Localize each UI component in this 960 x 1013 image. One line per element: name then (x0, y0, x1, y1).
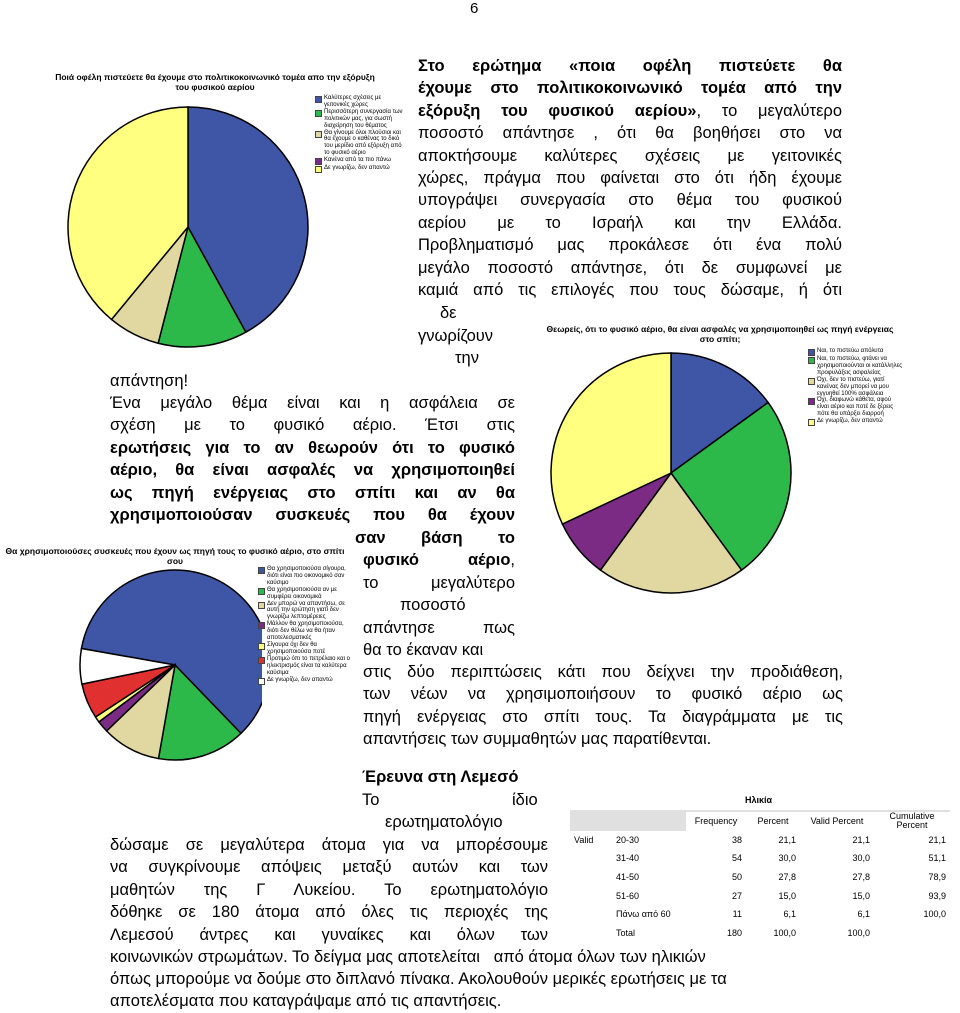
p1-line: Προβληματισμό μας προκάλεσε ότι ένα πολύ (418, 236, 842, 255)
table-cell (874, 924, 950, 943)
legend-swatch (808, 419, 815, 426)
chart2-title: Θεωρείς, ότι το φυσικό αέριο, θα είναι ασφαλές να χρησιμοποιηθεί ως πηγή ενέργειας στο σπίτι; (546, 324, 894, 344)
legend-item (258, 566, 350, 587)
table-cell: 27,8 (800, 868, 874, 887)
table-cell: 93,9 (874, 886, 950, 905)
p2-line: ερωτήσεις για το αν θεωρούν ότι το φυσικό (110, 438, 515, 457)
age-table-header (570, 812, 950, 831)
paragraph-safety (110, 392, 515, 526)
p3-line: δώσαμε σε μεγαλύτερα άτομα για να μπορέσουμε (110, 836, 548, 854)
legend-swatch (258, 622, 265, 629)
header-percent: Percent (746, 812, 800, 831)
table-cell: 100,0 (800, 924, 874, 943)
legend-swatch (258, 602, 265, 609)
legend-item (315, 165, 405, 173)
p1-line: , το μεγαλύτερο (696, 101, 842, 120)
header-valid-percent: Valid Percent (800, 812, 874, 831)
table-cell: Total (612, 924, 686, 943)
p2-line: των νέων να χρησιμοποιήσουν το φυσικό αέριο ως (363, 685, 843, 704)
p1-line: καμιά από τις επιλογές που τους δώσαμε, ή ότι (418, 281, 842, 300)
legend-item (315, 109, 405, 130)
table-cell: 51-60 (612, 886, 686, 905)
legend-item (808, 356, 903, 377)
legend-item (258, 642, 350, 656)
legend-label: Δε γνωρίζω, δεν απαντώ (324, 165, 390, 172)
table-row (570, 905, 950, 924)
table-cell: 27,8 (746, 868, 800, 887)
table-row (570, 924, 950, 943)
p1-line: αερίου με το Ισραήλ και την Ελλάδα. (418, 213, 842, 232)
table-cell: 20-30 (612, 831, 686, 850)
p2-line: φυσικό αέριο, (363, 551, 515, 569)
p1-line: απάντηση! (110, 372, 189, 390)
legend-label: Ναι, το πιστεύω απόλυτα (817, 348, 884, 354)
legend-swatch (315, 131, 322, 138)
p2-line: σχέση με το φυσικό αέριο. Έτσι στις (110, 416, 515, 435)
legend-label: Όχι, δεν το πιστεύω, γιατί κανένας δεν μπορεί να μου εγγυηθεί 100% ασφάλεια (817, 376, 889, 397)
table-cell: 38 (686, 831, 746, 850)
p2-line: χρησιμοποιούσαν συσκευές που θα έχουν (110, 506, 515, 525)
table-cell: 100,0 (874, 905, 950, 924)
paragraph-safety-end (363, 661, 843, 751)
p1-line: Στο ερώτημα «ποια οφέλη πιστεύετε θα (418, 57, 842, 75)
legend-item (315, 95, 405, 109)
header-cumulative-percent: Cumulative Percent (874, 812, 950, 831)
p2-line: το μεγαλύτερο (363, 574, 515, 592)
p2-line: πηγή ενέργειας στο σπίτι τους. Τα διαγράμματα με τις (363, 707, 843, 726)
legend-item (808, 348, 903, 356)
legend-item (808, 418, 903, 426)
table-cell (570, 924, 612, 943)
p2-line: ποσοστό (400, 596, 466, 614)
legend-swatch (315, 166, 322, 173)
p1-line: έχουμε στο πολιτικοκοινωνικό τομέα από την (418, 79, 842, 98)
table-cell: 27 (686, 886, 746, 905)
table-cell (570, 868, 612, 887)
legend-swatch (258, 678, 265, 685)
p3-line: ερωτηματολόγιο (385, 813, 503, 831)
p1-line: ποσοστό απάντησε , ότι θα βοηθήσει στο να (418, 124, 842, 143)
p2-line: αέριο, θα είναι ασφαλές να χρησιμοποιηθεί (110, 461, 515, 480)
legend-label: Ναι, το πιστεύω, φτάνει να χρησιμοποιούνται οι κατάλληλες προφυλάξεις ασφαλείας (817, 356, 903, 376)
legend-item (258, 656, 350, 677)
page-number: 6 (470, 0, 479, 17)
table-cell: 15,0 (800, 886, 874, 905)
p3-line: κοινωνικών στρωμάτων. Το δείγμα μας αποτελείται από άτομα όλων των ηλικιών (110, 948, 706, 966)
legend-swatch (258, 567, 265, 574)
paragraph-lemesos (110, 834, 548, 946)
legend-swatch (258, 588, 265, 595)
legend-swatch (315, 158, 322, 165)
legend-item (258, 587, 350, 601)
legend-label: Δε γνωρίζω, δεν απαντώ (817, 418, 883, 425)
legend-item (258, 601, 350, 622)
legend-label: Δε γνωρίζω, δεν απαντώ (267, 676, 333, 683)
chart3-legend (258, 566, 350, 685)
p2-line: Ένα μεγάλο θέμα είναι και η ασφάλεια σε (110, 394, 515, 412)
p2-line: απαντήσεις των συμμαθητών μας παρατίθενται. (363, 730, 712, 749)
paragraph-benefits (418, 55, 842, 301)
p3-line: Το (362, 791, 380, 809)
legend-label: Δεν μπορώ να απαντήσω, σε αυτή την ερώτηση γιατί δεν γνωρίζω λεπτομέρειες (267, 600, 345, 621)
table-cell: 6,1 (746, 905, 800, 924)
p3-line: να συγκρίνουμε απόψεις μεταξύ αυτών και των (110, 858, 548, 877)
p3-line: όπως μπορούμε να δούμε στο διπλανό πίνακα. Ακολουθούν μερικές ερωτήσεις με τα (110, 970, 727, 988)
table-cell: 51,1 (874, 849, 950, 868)
legend-swatch (808, 378, 815, 385)
p3-line: δόθηκε σε 180 άτομα από όλες τις περιοχές της (110, 903, 548, 922)
legend-label: Προτιμώ όπι το πετρέλαιο και ο ηλεκτρισμός είναι τα καλύτερα καύσιμα (267, 655, 350, 676)
legend-swatch (258, 657, 265, 664)
legend-item (808, 397, 903, 418)
chart3-pie (0, 565, 262, 765)
legend-item (315, 157, 405, 165)
p3-line: ίδιο (512, 791, 538, 809)
table-cell: Πάνω από 60 (612, 905, 686, 924)
legend-swatch (258, 643, 265, 650)
table-row (570, 886, 950, 905)
legend-item (808, 377, 903, 398)
table-cell (570, 905, 612, 924)
legend-label: Όχι, διαφωνώ κάθετα, αφού είναι αέριο και ποτέ δε ξέρεις πότε θα υπάρξει διαρροή (817, 397, 894, 418)
p2-line: θα το έκαναν και (363, 641, 484, 659)
legend-label: Κανένα από τα πιο πάνω (324, 157, 391, 164)
p1-line: την (455, 349, 479, 367)
table-cell: 78,9 (874, 868, 950, 887)
table-cell: 41-50 (612, 868, 686, 887)
legend-item (315, 130, 405, 158)
legend-label: Σίγουρα όχι δεν θα χρησιμοποιούσα ποτέ (267, 641, 326, 655)
table-cell: 30,0 (746, 849, 800, 868)
legend-swatch (315, 96, 322, 103)
chart1-pie (60, 92, 320, 362)
p2-line: ως πηγή ενέργειας στο σπίτι και αν θα (110, 483, 515, 502)
p1-line: χώρες, πράγμα που φαίνεται στο ότι ήδη έχουμε (418, 169, 842, 188)
legend-swatch (315, 110, 322, 117)
chart1-title: Ποιά οφέλη πιστεύετε θα έχουμε στο πολιτικοκοινωνικό τομέα απο την εξόρυξη του φυσικού αερίου (55, 72, 375, 92)
table-cell: 15,0 (746, 886, 800, 905)
p3-line: αποτελέσματα που καταγράψαμε από τις απαντήσεις. (110, 992, 502, 1010)
section-heading-lemesos: Έρευνα στη Λεμεσό (362, 768, 519, 786)
legend-label: Θα γίνουμε όλοι πλούσιοι και θα έχουμε ο καθένας το δικό του μερίδιο από εξόρυξη από το φυσικό αέριο (324, 129, 402, 157)
table-cell: 30,0 (800, 849, 874, 868)
p3-line: Λεμεσού άντρες και γυναίκες και όλων των (110, 925, 548, 944)
table-cell: 180 (686, 924, 746, 943)
chart3-title: Θα χρησιμοποιούσες συσκευές που έχουν ως πηγή τους το φυσικό αέριο, στο σπίτι σου (5, 546, 345, 566)
p1-line: μεγάλο ποσοστό απάντησε, ότι δε συμφωνεί με (418, 258, 842, 277)
legend-label: Θα χρησιμοποιούσα σίγουρα, διότι είναι πιο οικονομικό σαν καύσιμο (267, 566, 346, 586)
table-row (570, 831, 950, 850)
age-table (570, 812, 950, 942)
table-cell: 11 (686, 905, 746, 924)
legend-label: Καλύτερες σχέσεις με γειτονικές χώρες (324, 95, 382, 108)
table-cell: 50 (686, 868, 746, 887)
legend-label: Μάλλον θα χρησιμοποιούσα, διότι δεν θέλω να θα ήταν αποτελεσματικές (267, 621, 344, 642)
table-cell: 31-40 (612, 849, 686, 868)
header-frequency: Frequency (686, 812, 746, 831)
legend-swatch (808, 357, 815, 364)
table-cell (570, 886, 612, 905)
table-cell: 100,0 (746, 924, 800, 943)
table-cell: 6,1 (800, 905, 874, 924)
legend-label: Περισσότερη συνεργασία των πολιτικών μας, για σωστή διαχείρηση του θέματος (324, 108, 403, 129)
p2-line: σαν βάση το (355, 529, 515, 547)
p2-line: στις δύο περιπτώσεις κάτι που δείχνει την προδιάθεση, (363, 663, 843, 681)
chart1-legend (315, 95, 405, 173)
p1-line: γνωρίζουν (418, 327, 494, 345)
table-cell (570, 849, 612, 868)
p1-line: δε (440, 304, 457, 322)
table-row (570, 849, 950, 868)
chart2-pie (545, 345, 805, 605)
table-cell: Valid (570, 831, 612, 850)
legend-item (258, 677, 350, 685)
legend-swatch (808, 398, 815, 405)
legend-label: Θα χρησιμοποιούσα αν με συμφέρει οικονομικά (267, 586, 337, 600)
legend-item (258, 621, 350, 642)
chart2-legend (808, 348, 903, 426)
p1-line-bold: εξόρυξη του φυσικού αερίου» (418, 101, 697, 120)
table-row (570, 868, 950, 887)
legend-swatch (808, 349, 815, 356)
p3-line: μαθητών της Γ Λυκείου. Το ερωτηματολόγιο (110, 880, 548, 899)
table-cell: 54 (686, 849, 746, 868)
table-cell: 21,1 (800, 831, 874, 850)
p1-line: αποκτήσουμε καλύτερες σχέσεις με γειτονικές (418, 146, 842, 165)
p1-line: υπογράψει συνεργασία στο θέμα του φυσικού (418, 191, 842, 210)
table-cell: 21,1 (874, 831, 950, 850)
age-table-title: Ηλικία (745, 795, 773, 805)
table-cell: 21,1 (746, 831, 800, 850)
p2-line: απάντησε πως (363, 619, 515, 637)
